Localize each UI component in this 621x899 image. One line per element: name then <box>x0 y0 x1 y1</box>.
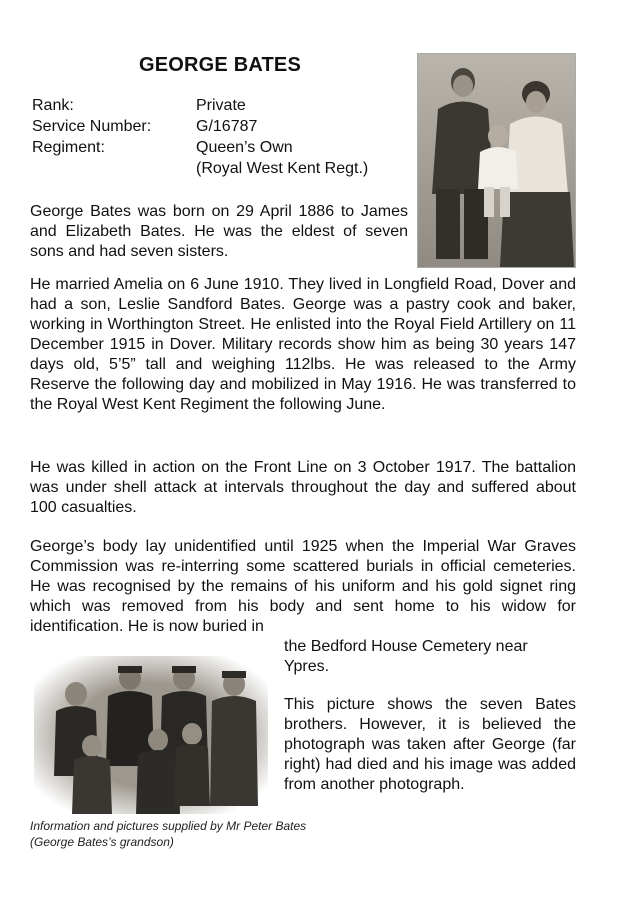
cemetery-paragraph: the Bedford House Cemetery near Ypres. <box>284 638 528 675</box>
rank-value: Private <box>196 97 246 114</box>
regiment-value-continued: (Royal West Kent Regt.) <box>196 160 369 177</box>
regiment-value: Queen’s Own <box>196 139 293 156</box>
credit-line-2: (George Bates’s grandson) <box>30 835 174 849</box>
marriage-paragraph: He married Amelia on 6 June 1910. They lived in Longfield Road, Dover and had a son, Leslie Sandford Bates. George was a pastry cook and baker, working in Worthington Street. He enlisted into the Royal Field Artillery on 11 December 1915 in Dover. Military records show him as being 30 years 147 days old, 5’5” tall and weighing 112lbs. He was released to the Army Reserve the following day and mobilized in May 1916. He was transferred to the Royal West Kent Regiment the following June. <box>30 276 576 413</box>
brothers-caption: This picture shows the seven Bates brothers. However, it is believed the photograph was taken after George (far right) had died and his image was added from another photograph. <box>284 696 576 793</box>
credit-line-1: Information and pictures supplied by Mr Peter Bates <box>30 819 307 833</box>
regiment-row <box>32 137 416 158</box>
service-number-label: Service Number: <box>32 118 152 135</box>
death-paragraph: He was killed in action on the Front Line on 3 October 1917. The battalion was under shell attack at intervals throughout the day and suffered about 100 casualties. <box>30 459 576 516</box>
regiment-row-continued <box>32 158 416 179</box>
brothers-group-image <box>34 656 268 814</box>
regiment-label: Regiment: <box>32 139 105 156</box>
burial-paragraph: George’s body lay unidentified until 1925 when the Imperial War Graves Commission was re-interring some scattered burials in official cemeteries. He was recognised by the remains of his uniform and his gold signet ring which was removed from his body and sent home to his widow for identification. He is now buried in <box>30 538 576 635</box>
service-number-value: G/16787 <box>196 118 258 135</box>
birth-paragraph: George Bates was born on 29 April 1886 to James and Elizabeth Bates. He was the eldest of seven sons and had seven sisters. <box>30 203 408 260</box>
family-portrait-image <box>418 54 575 267</box>
rank-label: Rank: <box>32 97 74 114</box>
family-portrait-photo <box>417 53 576 268</box>
page-title: GEORGE BATES <box>138 54 302 76</box>
photo-credit <box>30 818 306 850</box>
rank-row <box>32 95 416 116</box>
service-number-row <box>32 116 416 137</box>
service-facts <box>32 95 416 179</box>
brothers-group-photo <box>34 656 268 814</box>
